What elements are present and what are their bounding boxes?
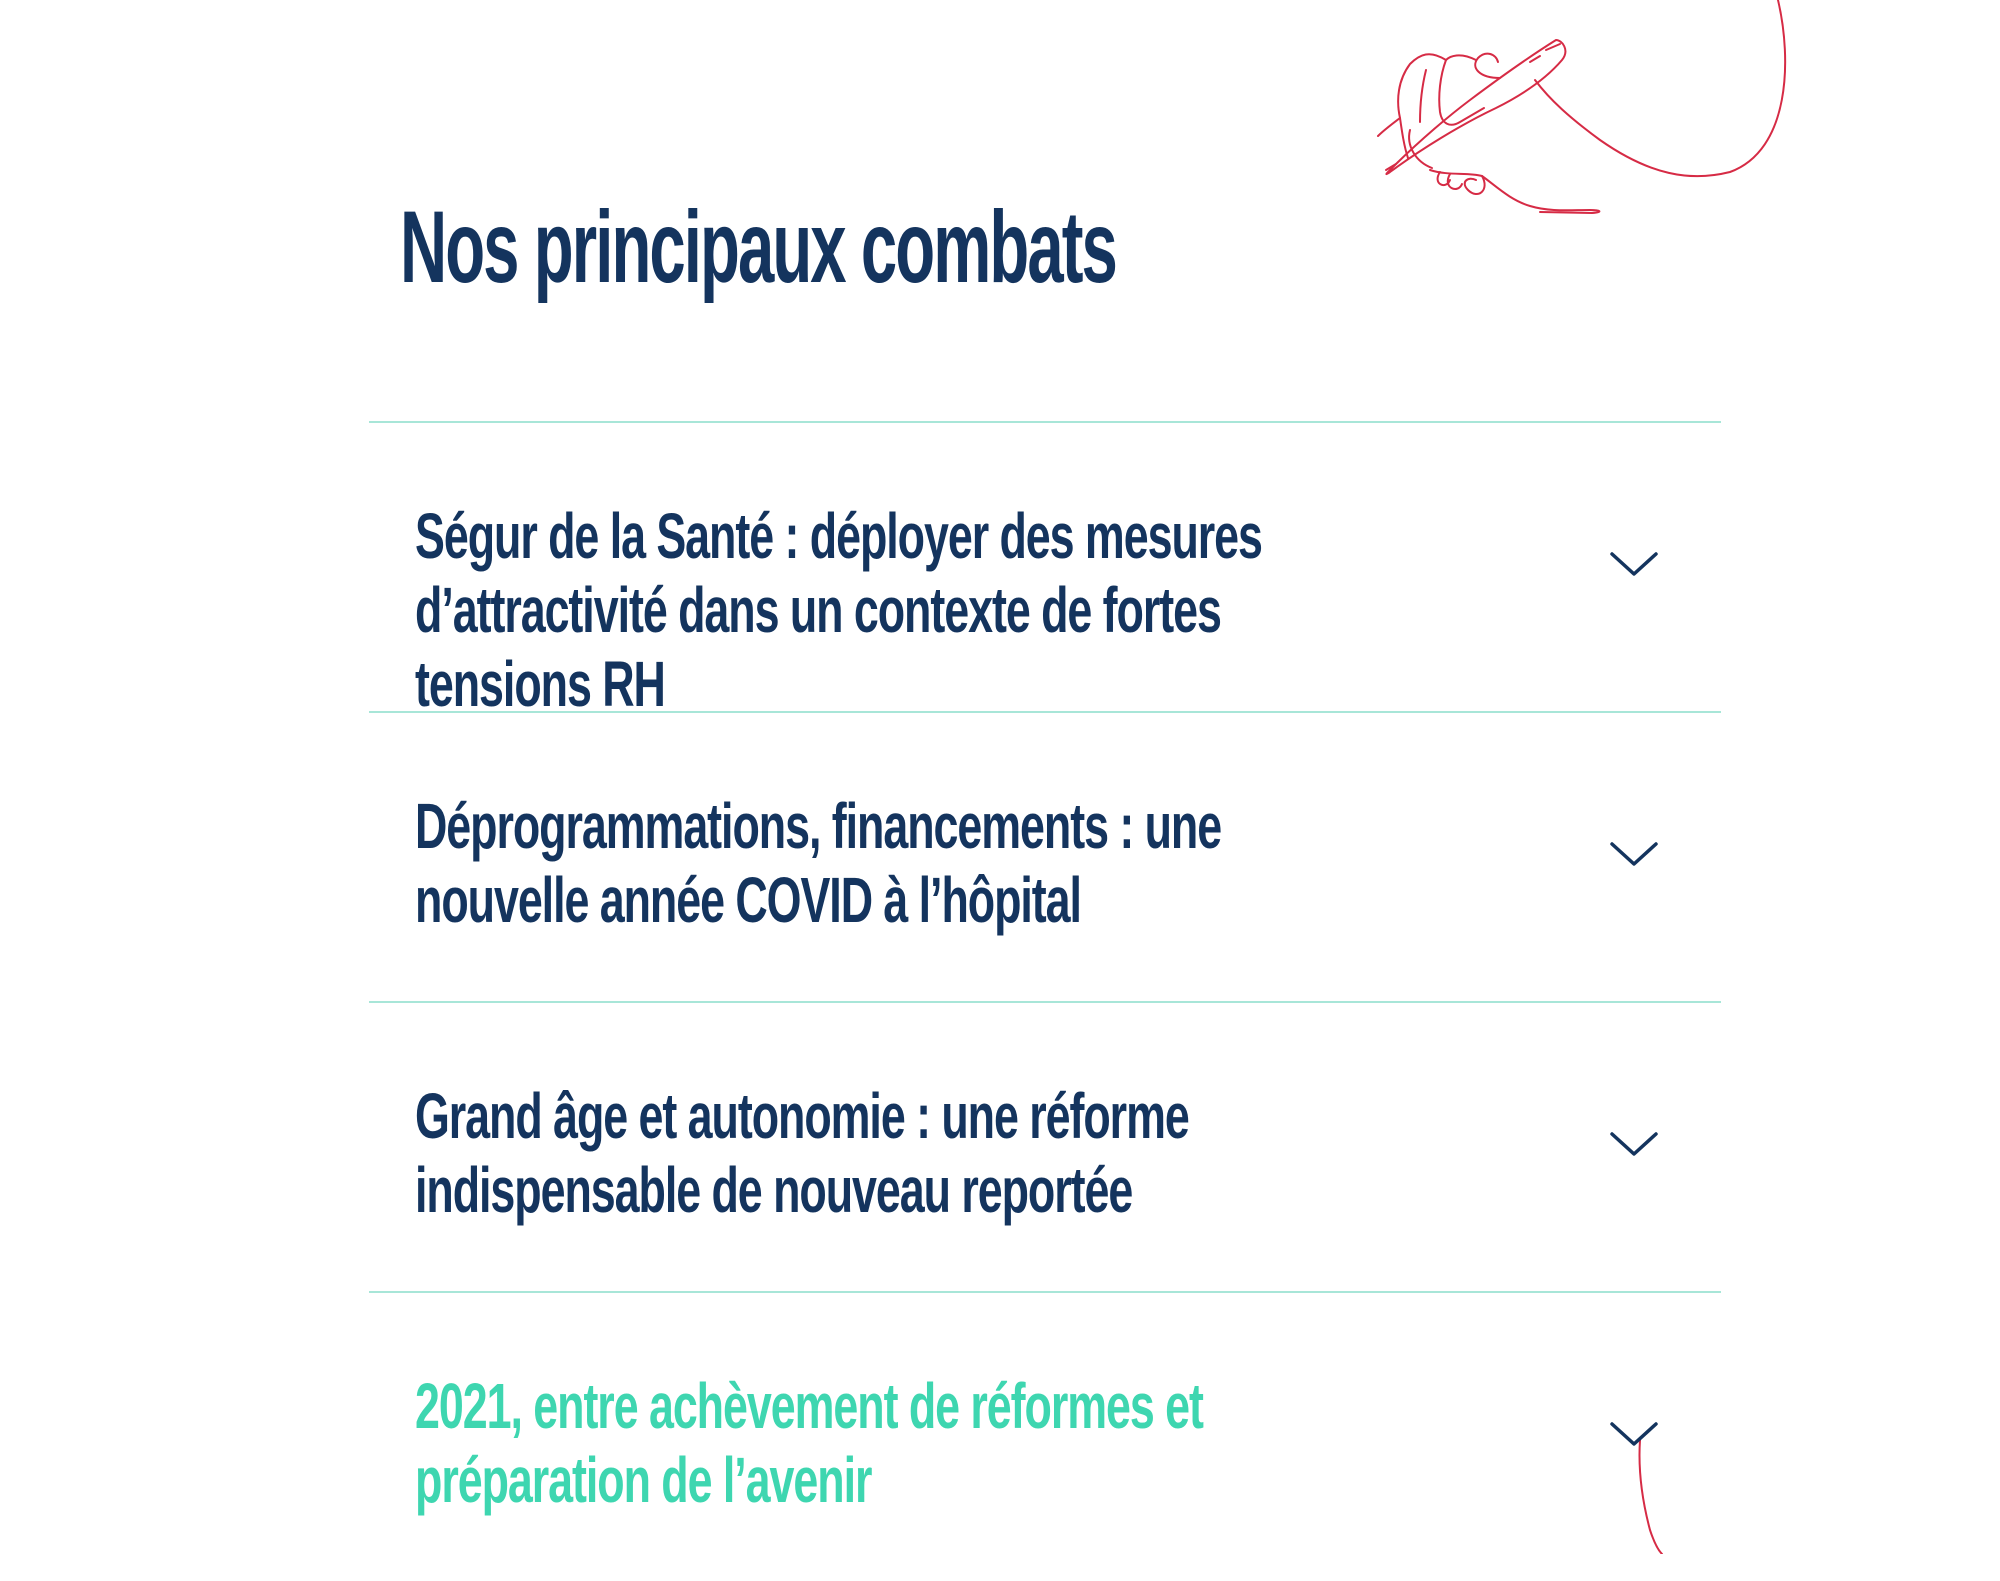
page-title: Nos principaux combats: [400, 190, 1116, 304]
accordion-item-title: 2021, entre achèvement de réformes et préparation de l’avenir: [415, 1370, 1203, 1516]
chevron-down-icon[interactable]: [1609, 1129, 1659, 1159]
chevron-down-icon[interactable]: [1609, 839, 1659, 869]
accordion-item-title: Déprogrammations, financements : une nouvelle année COVID à l’hôpital: [415, 790, 1222, 936]
accordion-item-title: Grand âge et autonomie : une réforme indispensable de nouveau reportée: [415, 1080, 1189, 1226]
accordion-item-grand-age[interactable]: [369, 1001, 1721, 1291]
chevron-down-icon[interactable]: [1609, 1419, 1659, 1449]
chevron-down-icon[interactable]: [1609, 549, 1659, 579]
hand-writing-line-drawing-icon: [1300, 0, 1800, 230]
accordion-item-deprogrammations[interactable]: [369, 711, 1721, 1001]
accordion-item-segur[interactable]: [369, 421, 1721, 720]
accordion-item-2021[interactable]: [369, 1291, 1721, 1581]
accordion-item-title: Ségur de la Santé : déployer des mesures d’attractivité dans un contexte de fortes tensions RH: [415, 500, 1262, 720]
accordion: [369, 421, 1721, 1581]
